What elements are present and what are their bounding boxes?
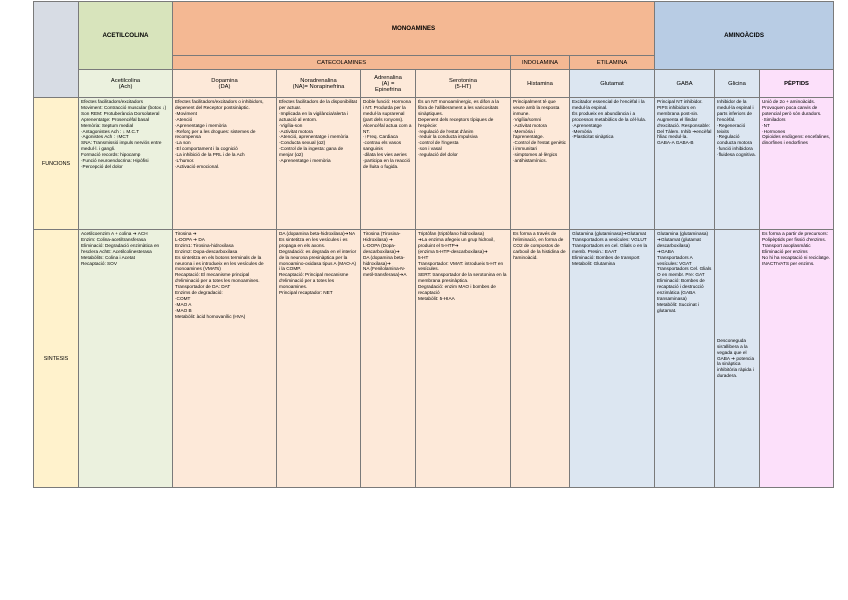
cell-line: ·regulació de l'estat d'ànim bbox=[418, 128, 474, 134]
cell-line: Eliminació: Bombes de transport bbox=[572, 254, 640, 260]
cell-line: ·reduir la conducta impulsiva bbox=[418, 134, 478, 140]
funcions-glu bbox=[570, 98, 655, 230]
col-head-pep bbox=[760, 70, 834, 98]
cell-line: Eliminació: Degradació enzimàtica en l'esclera AchE: Acetilcolinesterasa bbox=[81, 242, 160, 254]
col-head-his bbox=[511, 70, 570, 98]
cell-line: ·contrau els vasos sanguinis bbox=[363, 140, 402, 152]
cell-line: ·Vigília-son bbox=[279, 122, 303, 128]
cell-line: ·MAO B bbox=[175, 307, 192, 313]
neurotransmitter-table bbox=[33, 1, 834, 488]
cell-line: Formació records: hipocamp bbox=[81, 152, 141, 158]
cell-line: DA (dopamina beta-hidroxilasa)➔ bbox=[363, 254, 405, 266]
cell-line: ➔Glutamat (glutamat descarboxilasa) bbox=[657, 236, 701, 248]
header-monoamines: MONOAMINES bbox=[173, 2, 655, 56]
cell-line: ·dilata les vies aeries bbox=[363, 152, 407, 158]
cell-line: GABA-A GABA-B bbox=[657, 140, 694, 146]
col-head-ht bbox=[416, 70, 511, 98]
cell-line: (DA) bbox=[218, 83, 231, 90]
cell-line: Recaptació: SOV bbox=[81, 260, 117, 266]
cell-line: PÈPTIDS bbox=[784, 80, 809, 87]
cell-line: ·Memòria i l'aprenentatge. bbox=[513, 128, 544, 140]
cell-line: ➔La enzima afegeix un grup hidroxil, produint el 5-HTP➔ bbox=[418, 236, 495, 248]
cell-line: Transportador de DA: DAT bbox=[175, 284, 231, 290]
cell-line: Desconeguda sis'allibera a la vegada que el GABA ➔ potencia la sinàptica inhibitòria ràpida i duradera. bbox=[717, 337, 755, 379]
cell-line: SERT: transportador de la serotonina en la membrana presinàptica. bbox=[418, 272, 507, 284]
funcions-na bbox=[277, 98, 361, 230]
cell-line: Recaptació: El mecanisme principal d'eliminació per a totes les monoamines. bbox=[175, 272, 260, 284]
row-label-funcions: FUNCIONS bbox=[34, 98, 79, 230]
cell-line: Triptòfan (triptòfano hidroxilasa) bbox=[418, 231, 485, 236]
cell-line: ·Activació emocional. bbox=[175, 163, 220, 169]
cell-line: ·Implicada en la vigilància/alerta i actuació al entorn. bbox=[279, 110, 349, 122]
cell-line: ·funció inhibidora bbox=[717, 146, 753, 152]
cell-line: ·La inhibició de la PRL i de la Ach bbox=[175, 152, 245, 158]
cell-line: Es sintetitza en les vesícules i es propaga en els axons. bbox=[279, 236, 348, 248]
cell-line: Glicina bbox=[728, 80, 746, 87]
cell-line: Memòria: Septum medial bbox=[81, 122, 134, 128]
funcions-ht bbox=[416, 98, 511, 230]
cell-line: L-DOPA (Dopa-descarboxilasa)➔ bbox=[363, 242, 400, 254]
sintesis-ht bbox=[416, 230, 511, 488]
col-head-gli bbox=[715, 70, 760, 98]
cell-line: Transportadors a vesícules: VGLUT bbox=[572, 236, 647, 242]
cell-line: Unió de 2o + aminoàcids. Provoquen poca canvis de potencial però són duradors. bbox=[762, 99, 822, 116]
cell-line: Eliminació per enzims bbox=[762, 248, 808, 254]
cell-line: Glutamina (glutaminasa)➔Glutamat bbox=[572, 231, 647, 236]
cell-line: DA (dopamina beta-hidroxilasa)➔NA bbox=[279, 231, 356, 236]
cell-line: Metabòlit: Succinat i glutamat. bbox=[657, 301, 699, 313]
sintesis-his bbox=[511, 230, 570, 488]
cell-line: ·MAO A bbox=[175, 301, 192, 307]
cell-line: Transportadors en cel. Glials o en la memb. Presin.: EAAT bbox=[572, 242, 648, 254]
cell-line: No hi ha recaptació ni reciclatge. bbox=[762, 254, 831, 260]
cell-line: ·Plasticitat sinàptica bbox=[572, 134, 614, 140]
cell-line: Eliminació: Bombes de recaptació i destrucció enzimàtica (GABA transaminasa) bbox=[657, 278, 705, 301]
col-head-a bbox=[361, 70, 416, 98]
sintesis-gli bbox=[715, 230, 760, 488]
funcions-his bbox=[511, 98, 570, 230]
cell-line: ·COMT bbox=[175, 295, 191, 301]
row-label-sintesis: SINTESIS bbox=[34, 230, 79, 488]
cell-line: ·NT bbox=[762, 122, 770, 128]
cell-line: Opioides endògens: encefalines, dinorfines i endorfines bbox=[762, 134, 831, 146]
col-head-glu bbox=[570, 70, 655, 98]
cell-line: ·Memòria bbox=[572, 128, 592, 134]
cell-line: Metabòlit: àcid homovanílic (HVA) bbox=[175, 313, 246, 319]
cell-line: ·L'humor. bbox=[175, 158, 195, 164]
funcions-gaba bbox=[655, 98, 715, 230]
cell-line: Enzim1: Tirosina-hidroxilasa bbox=[175, 242, 234, 248]
header-catecolamines: CATECOLAMINES bbox=[173, 56, 511, 70]
cell-line: És produeix en abundància i a processos metabòlics de la cèl·lula. bbox=[572, 110, 646, 122]
funcions-pep bbox=[760, 98, 834, 230]
col-head-da bbox=[173, 70, 277, 98]
cell-line: Aprenentatge: Prosencèfal basal bbox=[81, 116, 150, 122]
cell-line: Transportadors Cel. Glials O en membr. Pre: GAT bbox=[657, 266, 712, 278]
cell-line: Es forma a través de l'eliminació, en forma de CO2 de compostos de carboxil de la histidina de l'aminoàcid. bbox=[513, 231, 566, 260]
funcions-da bbox=[173, 98, 277, 230]
cell-line: Degradació: es degrada en el interior de la neurona presinàptica per la monoamino-oxidasa tipus A (MAO-A) i la COMP. bbox=[279, 248, 357, 272]
cell-line: ·son i vasal bbox=[418, 146, 442, 152]
cell-line: Transportador: VMAT: introdueix 5-HT en vesícules. bbox=[418, 260, 504, 272]
comparison-table-sheet bbox=[33, 1, 833, 475]
cell-line: Adrenalina bbox=[374, 74, 402, 81]
cell-line: GABA bbox=[676, 80, 693, 87]
cell-line: Dopamina bbox=[211, 77, 238, 84]
cell-line: Excitador essencial de l'encèfal i la medul·la espinal. bbox=[572, 99, 645, 110]
cell-line: Acetilcoenzim A + colina ➔ ACH bbox=[81, 231, 148, 236]
cell-line: Tirosina (Tirosina-Hidroxilasa) ➔ bbox=[363, 231, 401, 242]
cell-line: ·simptomes al·lèrgics bbox=[513, 152, 558, 158]
cell-line: ·↑Freq. Cardiaca bbox=[363, 134, 398, 140]
cell-line: L-DOPA ➔ DA bbox=[175, 236, 205, 242]
cell-line: Depenent dels receptors típiques de l'espècie: bbox=[418, 116, 494, 128]
cell-line: Metabolit: Glutamina bbox=[572, 260, 615, 266]
cell-line: Son REM: Protuberància Dorsolateral bbox=[81, 110, 160, 116]
cell-line: ·Vigília/somni bbox=[513, 116, 542, 122]
header-acetilcolina: ACETILCOLINA bbox=[79, 2, 173, 70]
funcions-gli bbox=[715, 98, 760, 230]
cell-line: ·participa en la reacció de lluita o fugida. bbox=[363, 158, 411, 169]
sintesis-na bbox=[277, 230, 361, 488]
cell-line: ·Similadors bbox=[762, 116, 786, 122]
cell-line: Principal recaptador: NET bbox=[279, 290, 333, 296]
header-aminoacids: AMINOÀCIDS bbox=[655, 2, 834, 70]
cell-line: ·Control de la ingesta: gana de menjar (α2) bbox=[279, 146, 344, 158]
cell-line: (A) = bbox=[381, 80, 395, 87]
cell-line: Metabòlit: 5-HIAA bbox=[418, 295, 455, 301]
cell-line: ·Moviment bbox=[175, 110, 197, 116]
cell-line: Moviment: Contracció muscular (botox ↓) bbox=[81, 104, 167, 110]
cell-line: Glutamina (glutaminasa) bbox=[657, 231, 709, 236]
cell-line: Noradrenalina bbox=[300, 77, 337, 84]
cell-line: ·Activitat motora bbox=[279, 128, 313, 134]
cell-line: Inhibidor de la medul·la espinal i parts inferiors de l'encèfal. bbox=[717, 99, 754, 122]
cell-line: Glutamat bbox=[600, 80, 624, 87]
cell-line: ·antihistamínics. bbox=[513, 158, 547, 164]
cell-line: Acetilcolina bbox=[110, 77, 141, 84]
cell-line: Tirosina ➔ bbox=[175, 231, 197, 236]
sintesis-pep bbox=[760, 230, 834, 488]
cell-line: Efectes facilitadors/excitadors o inhibidors, depenent del Receptor postsinàptic. bbox=[175, 99, 264, 110]
cell-line: ·La son bbox=[175, 140, 191, 146]
cell-line: ·Antagonistes Ach : ↓ M.C.T bbox=[81, 128, 140, 134]
cell-line: ·Regulació conducta motora bbox=[717, 134, 752, 146]
sintesis-ach bbox=[79, 230, 173, 488]
header-etilamina: ETILAMINA bbox=[570, 56, 655, 70]
col-head-na bbox=[277, 70, 361, 98]
cell-line: Principal NT inhibidor. bbox=[657, 99, 703, 104]
cell-line: (Ach) bbox=[118, 83, 133, 90]
corner-cell bbox=[34, 2, 79, 98]
cell-line: (5-HT) bbox=[454, 83, 472, 90]
cell-line: ·Percepció del dolor bbox=[81, 163, 123, 169]
cell-line: Enzim2: Dopa-descarboxilasa bbox=[175, 248, 238, 254]
cell-line: Principalment té que veure amb la resposta inmune. bbox=[513, 99, 560, 116]
header-indolamina: INDOLAMINA bbox=[511, 56, 570, 70]
sintesis-da bbox=[173, 230, 277, 488]
col-head-gaba bbox=[655, 70, 715, 98]
cell-line: ·Hormones bbox=[762, 128, 786, 134]
cell-line: 5-HT bbox=[418, 254, 429, 260]
cell-line: Metabòlits: Colina i Acetat bbox=[81, 254, 135, 260]
cell-line: (enzima 5-HTP-descarboxilasa)➔ bbox=[418, 248, 488, 254]
cell-line: Es forma a partir de precursors: Polipèptids per fissió d'enzims. Transport axoplasmàtic bbox=[762, 231, 828, 248]
cell-line: ·Reforç per a les drogues: sistemes de recompensa bbox=[175, 128, 256, 140]
cell-line: ·fluidesa cognitiva. bbox=[717, 152, 756, 158]
col-head-ach bbox=[79, 70, 173, 98]
cell-line: ·Conducta sexual (α2) bbox=[279, 140, 326, 146]
cell-line: ·Agonistes Ach : ↑MCT bbox=[81, 134, 129, 140]
cell-line: Serotonina bbox=[448, 77, 478, 84]
cell-line: És un NT monoamínergic, es difon a la fibra de l'alliberament a les varicositats sinàptiques. bbox=[418, 99, 499, 116]
cell-line: Histamina bbox=[527, 80, 553, 87]
cell-line: Es sintetitza en els botons terminals de la neurona i es introdueix en les vesícules de monoamines (VMATs) bbox=[175, 254, 264, 272]
cell-line: PIPS inhibidors en membrana post-sin. Augmenta el llindar d'excitació. Responsable: Del Tàlem. Inhib ➔encèfal l'iliac medul·la. bbox=[657, 104, 712, 140]
cell-line: ·Regeneració teixits bbox=[717, 122, 746, 134]
cell-line: ·Aprenentatge bbox=[572, 122, 602, 128]
cell-line: Doble funció: Hormona i NT. Produïda per la medul·la suprarenal (part dels ronyons). Alcencéfal actua com a NT. bbox=[363, 99, 412, 134]
cell-line: ·Aprenentatge i memòria bbox=[175, 122, 227, 128]
cell-line: NA (Fenilolamina-N-metil-transferasa)➔A bbox=[363, 266, 407, 278]
cell-line: (NA)= Norapinefrina bbox=[292, 83, 345, 90]
cell-line: Enzims de degradació: bbox=[175, 290, 223, 296]
cell-line: Recaptació: Principal mecanisme d'eliminació per a totes les monoamines. bbox=[279, 272, 349, 290]
cell-line: ·El comportament i la cognició bbox=[175, 146, 238, 152]
cell-line: SNA: Transmissió impuls nerviós entre medul·l. i gangli. bbox=[81, 140, 162, 152]
funcions-a bbox=[361, 98, 416, 230]
cell-line: Transportadors A vesícules: VGAT bbox=[657, 254, 693, 266]
cell-line: Enzim: Colina-acetiltransferasa bbox=[81, 236, 146, 242]
cell-line: ·Control de l'estat genètic i immunitari bbox=[513, 140, 567, 152]
cell-line: ·regulació del dolor bbox=[418, 152, 458, 158]
cell-line: INACTIVATS per enzims. bbox=[762, 260, 815, 266]
cell-line: ·Funció neuroendocrina: Hipòfisi bbox=[81, 158, 149, 164]
cell-line: Efectes facilitadors de la disponibilitat per actuar. bbox=[279, 99, 357, 110]
sintesis-a bbox=[361, 230, 416, 488]
cell-line: Degradació: enzim MAO i bombes de recaptació bbox=[418, 284, 496, 296]
cell-line: ·Atenció bbox=[175, 116, 193, 122]
cell-line: Efectes facilitadors/excitadors bbox=[81, 99, 144, 104]
cell-line: ·Aprenentatge i memòria bbox=[279, 158, 331, 164]
sintesis-glu bbox=[570, 230, 655, 488]
cell-line: ·Atenció, aprenentatge i memòria bbox=[279, 134, 349, 140]
cell-line: ·control de l'ingesta bbox=[418, 140, 459, 146]
cell-line: Epinefrina bbox=[374, 86, 402, 93]
sintesis-gaba bbox=[655, 230, 715, 488]
funcions-ach bbox=[79, 98, 173, 230]
cell-line: ·Activitat motora bbox=[513, 122, 547, 128]
cell-line: ➔GABA bbox=[657, 248, 674, 254]
